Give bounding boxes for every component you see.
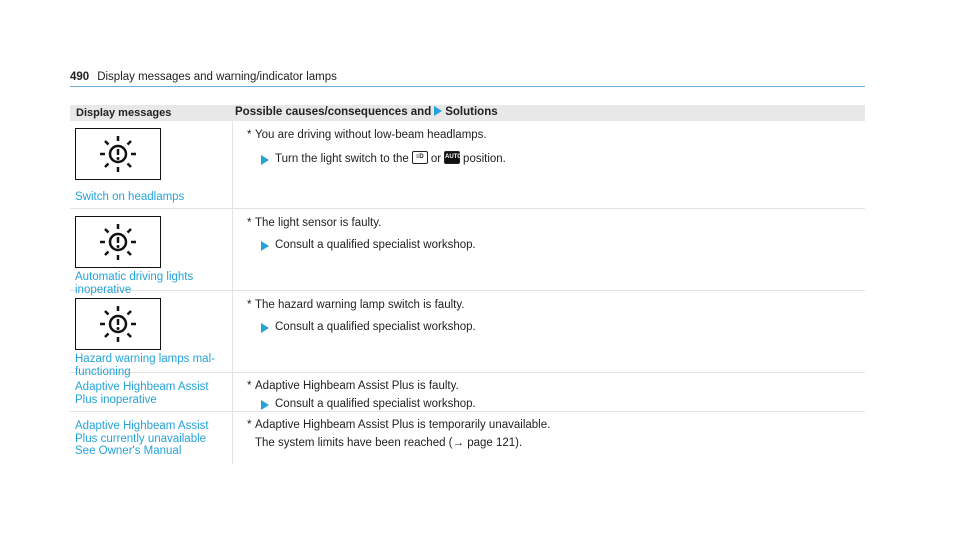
messages-table xyxy=(70,105,865,464)
solution-cell xyxy=(233,291,865,372)
page-title: Display messages and warning/indicator lamps xyxy=(97,71,337,83)
light-warning-icon xyxy=(75,216,161,268)
table-row xyxy=(70,291,865,378)
table-row xyxy=(70,121,865,209)
message-cell xyxy=(70,291,233,378)
message-label: Automatic driving lights inoperative xyxy=(75,271,194,296)
arrow-icon xyxy=(261,155,269,165)
arrow-icon xyxy=(261,323,269,333)
message-cell xyxy=(70,209,233,296)
message-label: Hazard warning lamps mal- functioning xyxy=(75,353,215,378)
arrow-icon xyxy=(261,241,269,251)
solution-step: Consult a qualified specialist workshop. xyxy=(255,238,865,253)
message-cell xyxy=(70,373,233,411)
message-cell xyxy=(70,121,233,208)
solution-step: Consult a qualified specialist workshop. xyxy=(255,397,865,412)
light-warning-icon xyxy=(75,128,161,180)
message-label: Switch on headlamps xyxy=(75,191,185,203)
cause-item: * You are driving without low-beam headlamps. xyxy=(247,129,487,141)
page-header xyxy=(70,70,865,87)
table-row xyxy=(70,373,865,412)
page-number: 490 xyxy=(70,71,90,83)
low-beam-icon: ≡D xyxy=(412,151,428,164)
solution-step: Consult a qualified specialist workshop. xyxy=(255,320,865,335)
col-header-causes: Possible causes/consequences and Solutions xyxy=(235,106,498,118)
col-header-messages: Display messages xyxy=(76,107,172,119)
table-row xyxy=(70,209,865,296)
solution-cell xyxy=(233,373,865,411)
solution-cell xyxy=(233,209,865,290)
auto-light-icon: AUTO xyxy=(444,151,460,164)
table-header xyxy=(70,105,865,121)
message-label: Adaptive Highbeam Assist Plus inoperative xyxy=(75,381,209,406)
solution-cell xyxy=(233,412,865,464)
cause-item: * The light sensor is faulty. xyxy=(247,217,382,229)
cause-item: * The hazard warning lamp switch is faulty. xyxy=(247,299,465,311)
table-row xyxy=(70,412,865,464)
arrow-icon xyxy=(261,400,269,410)
cause-item: * Adaptive Highbeam Assist Plus is faulty. xyxy=(247,380,459,392)
arrow-icon xyxy=(434,106,442,116)
solution-cell xyxy=(233,121,865,208)
light-warning-icon xyxy=(75,298,161,350)
cause-item: * Adaptive Highbeam Assist Plus is temporarily unavailable. xyxy=(247,419,551,431)
message-label: Adaptive Highbeam Assist Plus currently unavailable See Owner's Manual xyxy=(75,420,209,457)
solution-step: Turn the light switch to the ≡D or AUTOposition. xyxy=(255,152,865,167)
message-cell xyxy=(70,412,233,464)
cause-note: The system limits have been reached (→ page 121). xyxy=(255,437,523,449)
